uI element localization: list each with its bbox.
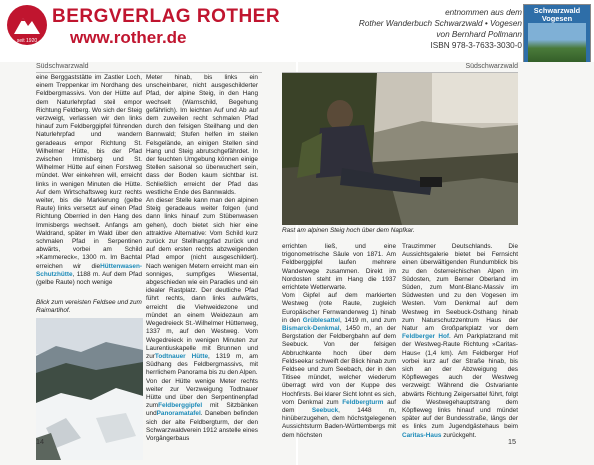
source-line-3: von Bernhard Pollmann bbox=[436, 30, 522, 39]
logo-seit-text: seit 1920 bbox=[16, 38, 38, 44]
right-col1-paragraph-2 bbox=[282, 292, 396, 440]
isbn: ISBN 978-3-7633-3030-0 bbox=[430, 41, 522, 50]
right-photo-caption: Rast am alpinen Steig hoch über dem Napfkar. bbox=[282, 227, 415, 234]
right-col2-text-a: Trauzimmer Deutschlands. Die Aussichtsgalerie bietet bei Fernsicht einen überwältigenden Rundumblick bis zu den österreichischen Alpen im Südosten, zum Berner Oberland im Süden, zum Mont-Blanc-Massiv im Südwesten und zu den Vogesen im Westen. Vom Denkmal auf dem Westweg im Seebuck-Osthang hinab zum Naturschutzzentrum Haus der Natur am Großparkplatz vor dem bbox=[402, 243, 518, 333]
cover-photo bbox=[528, 23, 586, 65]
place-feldberger-hof: Feldberger Hof bbox=[402, 333, 450, 341]
right-col1-paragraph-1: errichten ließ, und eine trigonometrische Säule von 1871. Am Feldberggipfel laufen mehrere Wanderwege zusammen. Direkt im Nordosten steht im Hang die 1937 errichtete Wetterwarte. bbox=[282, 243, 396, 292]
brand-name: BERGVERLAG ROTHER bbox=[52, 6, 281, 27]
right-col2-text-b: . Am Parkplatzrand mit der Westweg-Raute Richtung »Caritas-Haus« (1,4 km). Am Feldberger Hof vorbei kurz auf der Straße hinab, bis sich an der Abzweigung des Köpfleweges auch der Westweg verzweigt: Während die Ostvariante abwärts Richtung Zeigersattel führt, folgt die Westwegehauptstrang dem Köpfleweg links hinauf und mündet später auf der Bundesstraße, längs der es links zum Jugendgästehaus beim bbox=[402, 333, 518, 431]
cover-title-line-1: Schwarzwald bbox=[533, 6, 581, 15]
right-col2-text-c: zurückgeht. bbox=[441, 431, 477, 439]
place-panoramatafel: Panoramatafel bbox=[156, 410, 201, 418]
place-todtnauer-huette: Todtnauer Hütte bbox=[154, 352, 208, 360]
brand-url-link[interactable]: www.rother.de bbox=[70, 28, 187, 47]
left-col2-text-d: mit Sitzbänken und bbox=[146, 402, 258, 418]
source-info bbox=[312, 7, 522, 51]
right-page-number: 15 bbox=[508, 437, 516, 446]
right-col1-text-b: , 1419 m, und zum bbox=[340, 316, 397, 324]
right-col1-text-d: auf dem bbox=[282, 398, 396, 415]
left-col2-text-e: . Daneben befinden sich der alte Feldbergturm, der den Schwarzwaldverein 1912 anstelle eines Vorgängerbaus bbox=[146, 410, 258, 442]
left-photo-caption: Blick zum vereisten Feldsee und zum Raimartihof. bbox=[36, 299, 142, 315]
left-col1-text-b: , 1188 m. Auf dem Pfad (gelbe Raute) noch wenige bbox=[36, 270, 142, 287]
right-page-column-2 bbox=[402, 243, 518, 440]
right-col1-text-a: Vom Gipfel auf dem markierten Westweg (rote Raute, zugleich Europäischer Fernwanderweg 1) hinab in den bbox=[282, 292, 396, 324]
right-col1-text-e: , 1448 m, hinüberzugehen, dem höchstgelegenen Aussichtsturm Baden-Württembergs mit dem höchsten bbox=[282, 407, 396, 439]
right-region-label: Südschwarzwald bbox=[465, 63, 518, 70]
place-grueblesattel: Grüblesattel bbox=[302, 316, 341, 324]
left-page-column-2 bbox=[146, 74, 258, 443]
right-col1-text-c: , 1450 m, an der Bergstation der Feldbergbahn auf dem Seebuck. Von der felsigen Abbruchkante hoch über dem Feldseekar schweift der Blick hinab zum Feldsee und zum Seebach, der in den Titisee mündet, welcher wiederum überragt wird von der Kuppe des Hochfirsts. Bei klarer Sicht lohnt es sich, vom Denkmal zum bbox=[282, 325, 397, 406]
left-col2-paragraph-1: Meter hinab, bis links ein unscheinbarer, nicht ausgeschilderter Pfad, der alpine Steig, in den Hang wechselt (Warnschild, Begehung gefährlich). Im leichten Auf und Ab auf dem zuweilen recht schmalen Pfad durch den felsigen Steilhang und den Bannwald; Stufen helfen im steilen Felsgelände, an einigen Stellen sind Hang und Steig abrutschgefährdet. In der feuchten Umgebung können einige Stellen saisonal so überwuchert sein, dass der Boden kaum sichtbar ist. Schließlich erreicht der Pfad das westliche Ende des Bannwalds. bbox=[146, 74, 258, 196]
cover-title bbox=[524, 7, 590, 23]
source-line-2: Rother Wanderbuch Schwarzwald • Vogesen bbox=[358, 19, 522, 28]
left-col1-paragraph bbox=[36, 74, 142, 287]
left-region-label: Südschwarzwald bbox=[36, 63, 89, 70]
right-col2-paragraph bbox=[402, 243, 518, 440]
left-col2-text-c: Von der Hütte wenige Meter rechts weiter zur Verzweigung Todtnauer Hütte und über den Serpentinenpfad zum bbox=[146, 377, 258, 410]
source-line-1: entnommen aus dem bbox=[445, 8, 522, 17]
place-feldberggipfel: Feldberggipfel bbox=[158, 402, 203, 410]
left-col2-paragraph-2 bbox=[146, 197, 258, 377]
left-header-rule bbox=[36, 72, 262, 73]
left-page-column-1 bbox=[36, 74, 142, 287]
left-col2-paragraph-3 bbox=[146, 378, 258, 444]
photo-frozen-feldsee bbox=[36, 318, 143, 460]
page-header bbox=[0, 0, 594, 62]
left-col1-text-a: eine Berggaststätte im Zastler Loch, einem Treppenkar im Nordhang des Feldbergmassivs. Von der Hütte auf dem Naturlehrpfad steil empor Richtung Feldberg. Wo sich der Steig verzweigt, verlassen wir den links hinauf zum Feldberggipfel führenden Naturlehrpfad und wandern geradeaus empor Richtung St. Wilhelmer Hütte, bis der Pfad zwischen Immisberg und St. Wilhelmer Hütte auf einen Forstweg mündet. Wer einkehren will, erreicht links in wenigen Minuten die Hütte. Auf dem Wirtschaftsweg kurz rechts weiter, bis die Markierung (gelbe Raute) links versetzt auf einen Pfad Richtung Oberried in den Hang des Immisbergs wechselt. Anfangs am Waldrand, später im Wald über den schmalen Pfad in Serpentinen abwärts, vorbei am Schild »Kammereck«, 1300 m. Im Bachtal erreichen wir die bbox=[36, 74, 142, 270]
place-seebuck: Seebuck bbox=[311, 407, 339, 415]
place-caritas-haus: Caritas-Haus bbox=[402, 431, 442, 439]
left-page-number: 14 bbox=[36, 437, 44, 446]
left-col2-text-b: , 1319 m, am Südhang des Feldbergmassivs, mit herrlichem Panorama bis zu den Alpen. bbox=[146, 352, 258, 377]
place-feldbergturm: Feldbergturm bbox=[342, 398, 384, 406]
cover-title-line-2: Vogesen bbox=[541, 14, 573, 23]
right-page-column-1 bbox=[282, 243, 396, 440]
photo-hiker-resting bbox=[282, 73, 518, 225]
rother-logo bbox=[6, 4, 48, 46]
left-col2-text-a: An dieser Stelle kann man den alpinen Steig geradeaus weiter folgen (und dann links hinauf zum Stübenwasen gehen), doch bietet sich hier eine attraktive Alternative: Vom Schild kurz zurück zur Stellhangpfad zurück und auf dem ersten rechts abzweigenden Pfad empor (nicht ausgeschildert). Nach wenigen Metern erreicht man ein sonniges, sumpfiges Wiesental, abgeschieden wie ein Paradies und ein idealer Rastplatz. Der deutliche Pfad führt rechts, dann links aufwärts, erreicht die Viehweidezone und mündet an einem Weidezaun am Wegedreieck St.-Wilhelmer Hüttenweg, 1337 m, auf den Westweg. Vom Wegedreieck in wenigen Minuten zur Laurentiuskapelle mit Brunnen und zur bbox=[146, 197, 258, 360]
place-bismarck-denkmal: Bismarck-Denkmal bbox=[282, 325, 340, 333]
place-huettenwasen: Hüttenwasen-Schutzhütte bbox=[36, 262, 142, 278]
